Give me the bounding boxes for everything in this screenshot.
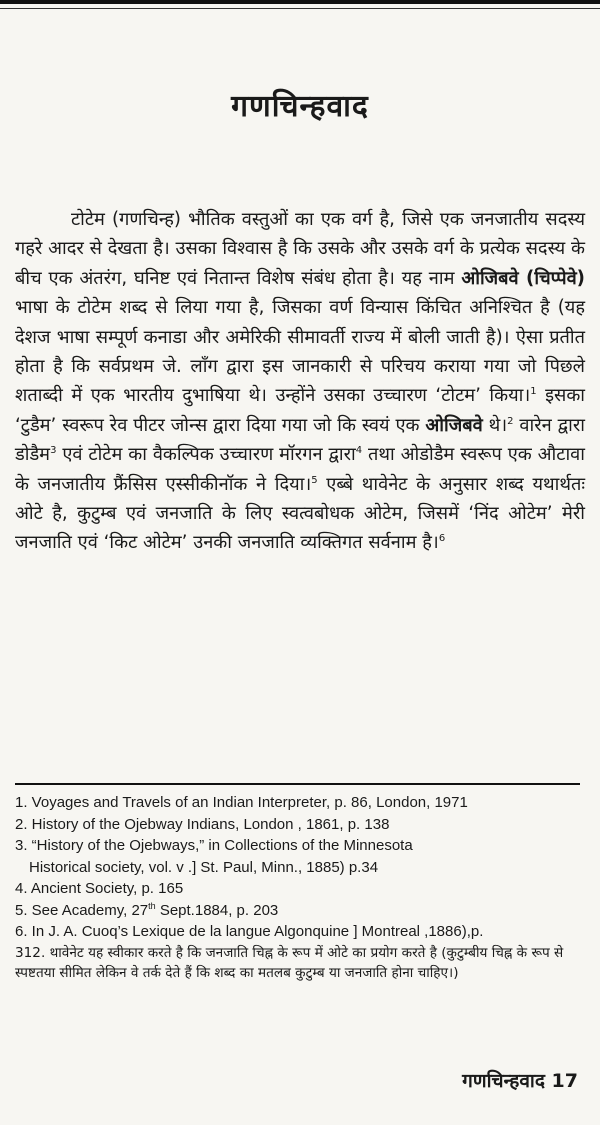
footnote-1: 1. Voyages and Travels of an Indian Interpreter, p. 86, London, 1971 (15, 794, 468, 811)
text-segment: वारेन द्वारा डोडैम (15, 414, 585, 466)
text-segment: एवं टोटेम का वैकल्पिक उच्चारण मॉरगन द्वारा (56, 444, 356, 466)
footnote-3-line2: Historical society, vol. v .] St. Paul, Minn., 1885) p.34 (29, 858, 379, 876)
text-segment: टोटेम (गणचिन्ह) भौतिक वस्तुओं का एक वर्ग है, जिसे एक जनजातीय सदस्य गहरे आदर से देखता है। उसका विश्वास है कि उसके और उसके वर्ग के प्रत्येक सदस्य के बीच एक अंतरंग, घनिष्ट एवं नितान्त विशेष संबंध होता है। यह नाम (15, 209, 585, 289)
text-segment: तथा ओडोडैम स्वरूप एक औटावा के जनजातीय फ्रैंसिस एस्सीकीनॉक ने दिया। (15, 444, 585, 495)
bold-term: ओजिबवे (चिप्पेवे) (461, 267, 585, 289)
footnote-ref: 6 (438, 533, 446, 545)
footnote-5-ordinal: th (148, 900, 156, 911)
bold-term: ओजिबवे (425, 414, 483, 436)
footnote-ref: 1 (530, 386, 537, 398)
text-segment: थे। (482, 414, 508, 436)
footnote-5 (15, 900, 585, 922)
footnote-divider (15, 783, 580, 785)
footnote-3 (15, 835, 585, 878)
footnote-4: 4. Ancient Society, p. 165 (15, 880, 184, 897)
footnote-5-text-end: Sept.1884, p. 203 (155, 901, 279, 919)
top-rule (0, 0, 600, 4)
footnote-5-text: 5. See Academy, 27 (15, 901, 149, 919)
footnote-3-line1: 3. “History of the Ojebways,” in Collections of the Minnesota (15, 837, 413, 854)
footnote-ref: 3 (50, 445, 57, 457)
footnotes (15, 792, 585, 983)
footnote-ref: 2 (507, 415, 514, 427)
page-number: 17 (551, 1070, 578, 1092)
main-paragraph (15, 205, 585, 558)
footnote-ref: 5 (311, 474, 318, 486)
text-segment: भाषा के टोटेम शब्द से लिया गया है, जिसका वर्ण विन्यास किंचित अनिश्चित है (यह देशज भाषा सम्पूर्ण कनाडा और अमेरिकी सीमावर्ती राज्य में बोली जाती है)। ऐसा प्रतीत होता है कि सर्वप्रथम जे. लाँग द्वारा इस जानकारी से परिचय कराया गया जो पिछले शताब्दी में एक भारतीय दुभाषिया थे। उन्होंने उसका उच्चारण ‘टोटम’ किया। (15, 297, 585, 407)
footnote-6: 6. In J. A. Cuoq’s Lexique de la langue Algonquine ] Montreal ,1886),p. (15, 923, 484, 940)
footnote-ref: 4 (355, 445, 363, 457)
text-segment: इसका ‘टुडैम’ स्वरूप रेव पीटर जोन्स द्वारा दिया गया जो कि स्वयं एक (15, 385, 585, 436)
page-footer (462, 1067, 578, 1093)
footnote-6-continuation: 312. थावेनेट यह स्वीकार करते है कि जनजाति चिह्न के रूप में ओटे का प्रयोग करते है (कुटुम्बीय चिह्न के रूप से स्पष्टतया सीमित लेकिन वे तर्क देते हैं कि शब्द का मतलब कुटुम्ब या जनजाति होना चाहिए।) (15, 944, 564, 981)
top-rule-thin (0, 8, 600, 9)
text-segment: एब्बे थावेनेट के अनुसार शब्द यथार्थतः ओटे है, कुटुम्ब एवं जनजाति के लिए स्वत्वबोधक ओटेम, जिसमें ‘निंद ओटेम’ मेरी जनजाति एवं ‘किट ओटेम’ उनकी जनजाति व्यक्तिगत सर्वनाम है। (15, 473, 586, 554)
page-title: गणचिन्हवाद (231, 89, 369, 124)
paragraph-text (15, 205, 585, 558)
footnote-2: 2. History of the Ojebway Indians, London , 1861, p. 138 (15, 815, 390, 833)
running-title: गणचिन्हवाद (462, 1070, 545, 1092)
